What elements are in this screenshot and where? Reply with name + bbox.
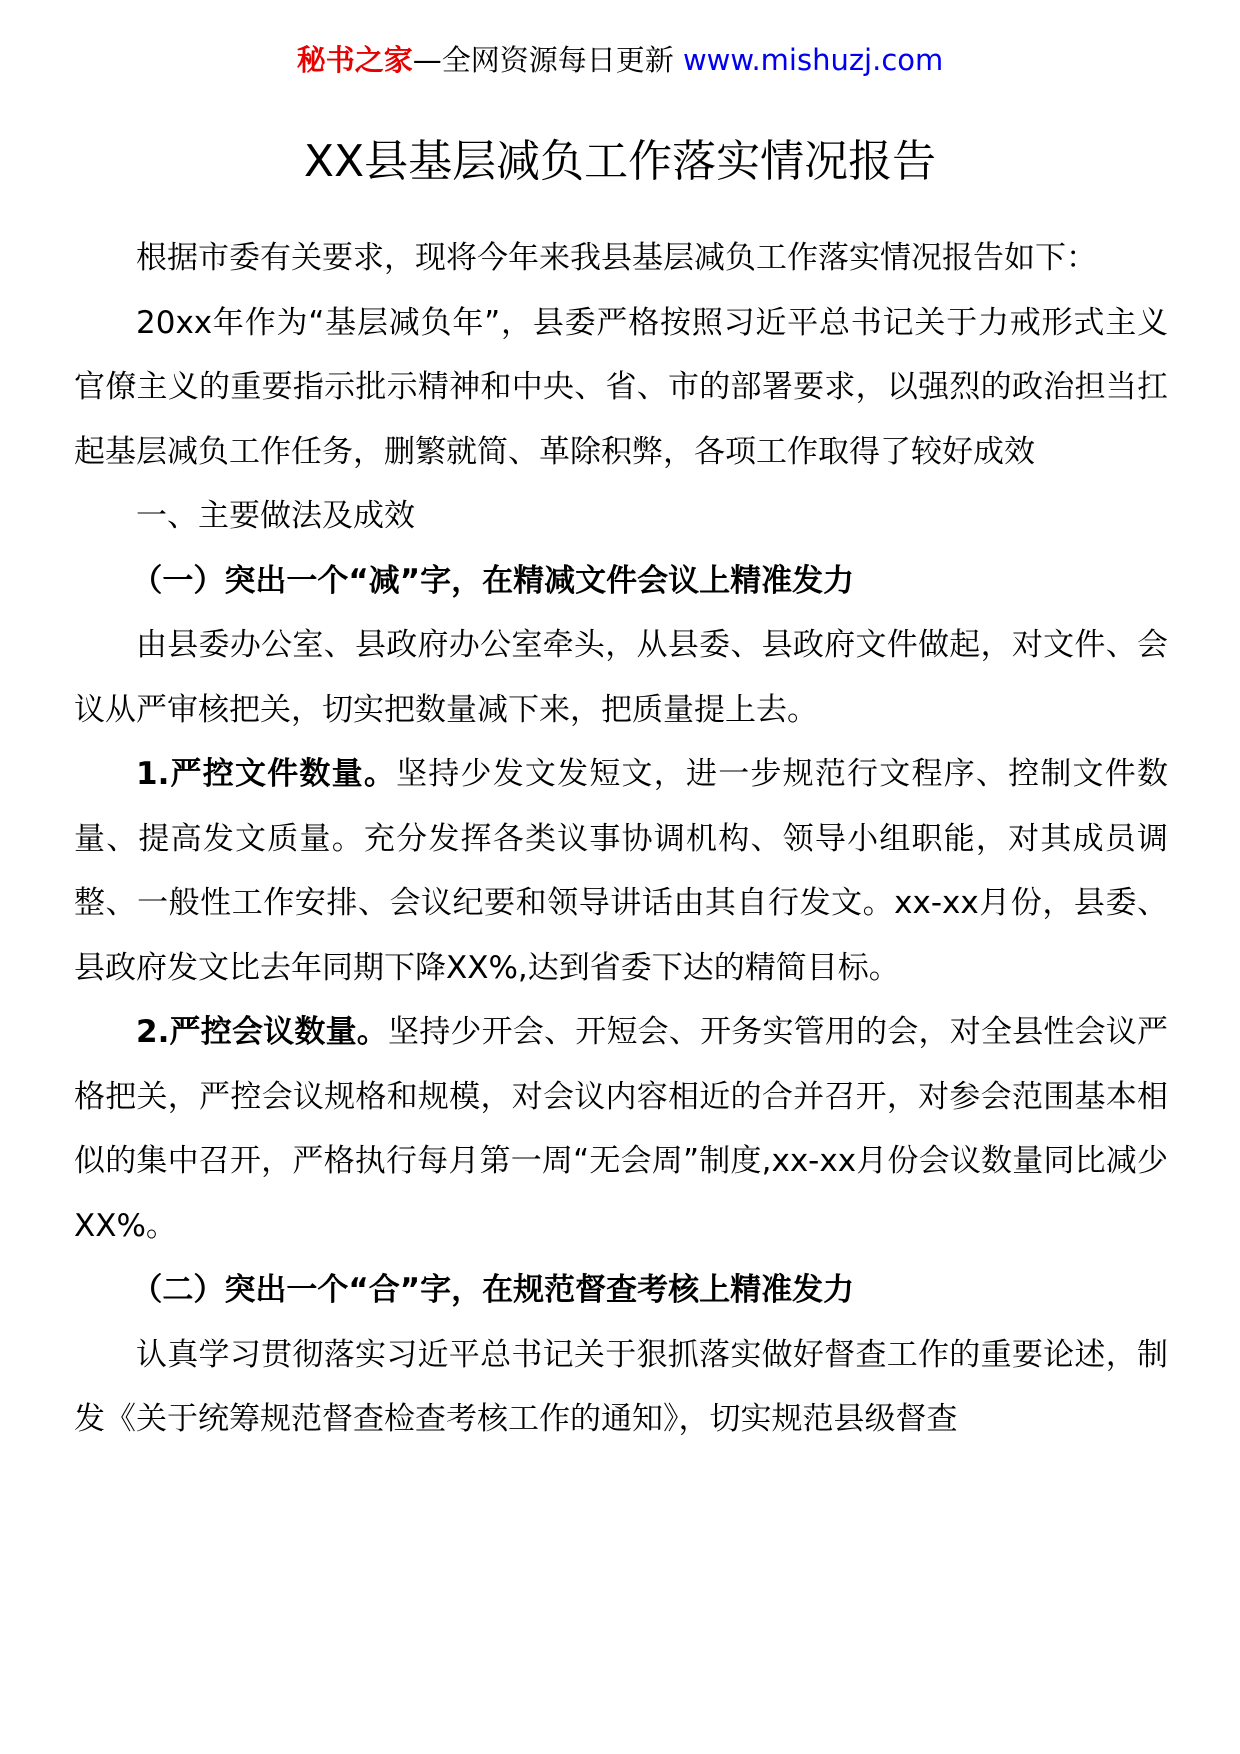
item-lead-1: 1.严控文件数量。 (136, 756, 397, 792)
intro-paragraph: 根据市委有关要求，现将今年来我县基层减负工作落实情况报告如下： (136, 240, 1097, 276)
site-url-link[interactable]: www.mishuzj.com (682, 43, 944, 77)
subsection-heading-2: （二）突出一个“合”字，在规范督查考核上精准发力 (131, 1272, 855, 1308)
item-paragraph-1 (74, 742, 1168, 1000)
item-paragraph-2 (74, 1000, 1168, 1258)
section-heading: 一、主要做法及成效 (136, 498, 415, 534)
item-body-1: 坚持少发文发短文，进一步规范行文程序、控制文件数量、提高发文质量。充分发挥各类议事协调机构、领导小组职能，对其成员调整、一般性工作安排、会议纪要和领导讲话由其自行发文。xx-xx月份，县委、县政府发文比去年同期下降XX%,达到省委下达的精简目标。 (74, 756, 1168, 986)
subsection-body-2: 认真学习贯彻落实习近平总书记关于狠抓落实做好督查工作的重要论述，制发《关于统筹规范督查检查考核工作的通知》，切实规范县级督查 (74, 1336, 1168, 1437)
site-header (0, 40, 1240, 80)
subsection-body-1: 由县委办公室、县政府办公室牵头，从县委、县政府文件做起，对文件、会议从严审核把关，切实把数量减下来，把质量提上去。 (74, 627, 1168, 728)
item-body-2: 坚持少开会、开短会、开务实管用的会，对全县性会议严格把关，严控会议规格和规模，对会议内容相近的合并召开，对参会范围基本相似的集中召开，严格执行每月第一周“无会周”制度,xx-xx月份会议数量同比减少XX%。 (74, 1014, 1168, 1244)
overview-paragraph: 20xx年作为“基层减负年”，县委严格按照习近平总书记关于力戒形式主义官僚主义的重要指示批示精神和中央、省、市的部署要求，以强烈的政治担当扛起基层减负工作任务，删繁就简、革除积弊，各项工作取得了较好成效 (74, 304, 1168, 470)
item-lead-2: 2.严控会议数量。 (136, 1014, 389, 1050)
document-title: XX县基层减负工作落实情况报告 (303, 136, 937, 187)
subsection-heading-1: （一）突出一个“减”字，在精减文件会议上精准发力 (131, 562, 855, 599)
document-body (74, 226, 1168, 1452)
brand-name: 秘书之家 (296, 43, 413, 77)
header-tagline: —全网资源每日更新 (412, 43, 683, 77)
